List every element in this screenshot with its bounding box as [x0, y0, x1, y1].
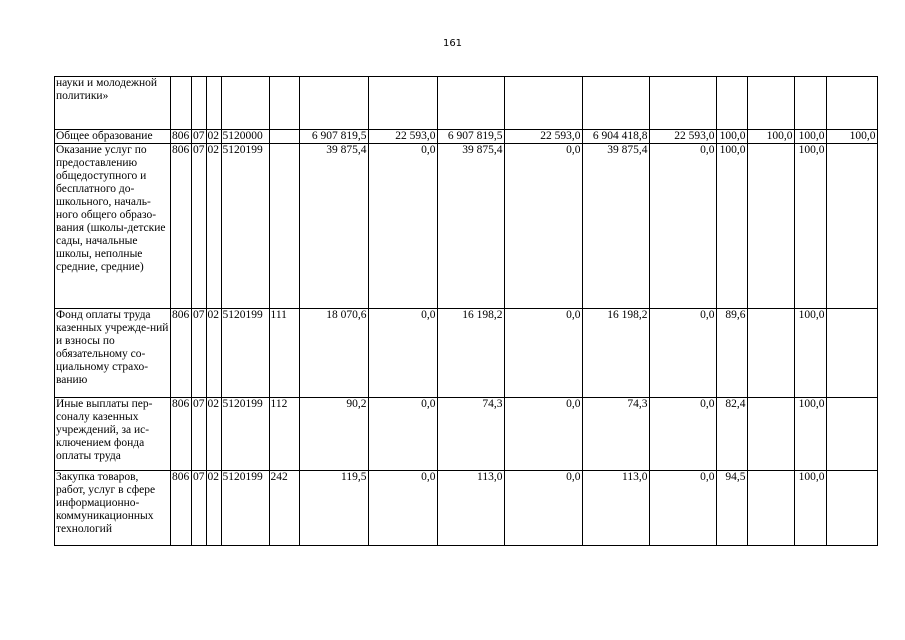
code-ministry	[171, 77, 192, 130]
code-subsection: 02	[206, 309, 221, 398]
value-2: 0,0	[368, 398, 437, 471]
percent-3: 100,0	[794, 130, 826, 144]
code-section: 07	[192, 471, 207, 546]
percent-4	[826, 309, 877, 398]
code-section: 07	[192, 144, 207, 309]
percent-1: 82,4	[716, 398, 747, 471]
code-expense-type: 242	[269, 471, 299, 546]
percent-2	[747, 309, 794, 398]
percent-3: 100,0	[794, 398, 826, 471]
code-expense-type	[269, 77, 299, 130]
code-section: 07	[192, 309, 207, 398]
code-subsection: 02	[206, 144, 221, 309]
percent-3: 100,0	[794, 471, 826, 546]
value-4: 0,0	[504, 471, 582, 546]
percent-3: 100,0	[794, 309, 826, 398]
percent-3: 100,0	[794, 144, 826, 309]
code-target: 5120000	[221, 130, 269, 144]
percent-4	[826, 471, 877, 546]
percent-1: 100,0	[716, 144, 747, 309]
value-5: 74,3	[582, 398, 649, 471]
budget-table	[54, 76, 878, 546]
percent-4	[826, 144, 877, 309]
value-3	[437, 77, 504, 130]
code-target: 5120199	[221, 309, 269, 398]
code-target	[221, 77, 269, 130]
code-expense-type: 111	[269, 309, 299, 398]
code-subsection: 02	[206, 398, 221, 471]
value-5: 6 904 418,8	[582, 130, 649, 144]
value-6: 0,0	[649, 144, 716, 309]
code-expense-type	[269, 144, 299, 309]
percent-3	[794, 77, 826, 130]
table-row	[55, 144, 878, 309]
page-number: 161	[442, 38, 463, 49]
percent-2: 100,0	[747, 130, 794, 144]
value-2	[368, 77, 437, 130]
code-expense-type	[269, 130, 299, 144]
value-1: 6 907 819,5	[299, 130, 368, 144]
code-section: 07	[193, 130, 205, 142]
value-4	[504, 77, 582, 130]
value-6: 0,0	[649, 309, 716, 398]
value-3: 16 198,2	[437, 309, 504, 398]
value-5: 113,0	[582, 471, 649, 546]
code-ministry: 806	[171, 309, 192, 398]
percent-4: 100,0	[826, 130, 877, 144]
row-name: Оказание услуг по предоставлению общедоступного и бесплатного до-школьного, началь-ного общего образо-вания (школы-детские сады, начальные школы, неполные средние, средние)	[55, 144, 171, 309]
table-row	[55, 471, 878, 546]
value-5: 39 875,4	[582, 144, 649, 309]
value-3: 74,3	[437, 398, 504, 471]
percent-2	[747, 471, 794, 546]
value-6: 0,0	[649, 471, 716, 546]
value-1	[299, 77, 368, 130]
value-1: 90,2	[299, 398, 368, 471]
percent-2	[747, 398, 794, 471]
value-4: 0,0	[504, 144, 582, 309]
percent-1	[716, 77, 747, 130]
value-2: 22 593,0	[368, 130, 437, 144]
value-5: 16 198,2	[582, 309, 649, 398]
percent-1: 94,5	[716, 471, 747, 546]
value-1: 18 070,6	[299, 309, 368, 398]
value-1: 119,5	[299, 471, 368, 546]
row-name: Закупка товаров, работ, услуг в сфере информационно-коммуникационных технологий	[55, 471, 171, 546]
code-target: 5120199	[221, 144, 269, 309]
table-row	[55, 77, 878, 130]
value-3: 113,0	[437, 471, 504, 546]
value-6: 0,0	[649, 398, 716, 471]
row-name: науки и молодежной политики»	[55, 77, 171, 130]
percent-4	[826, 398, 877, 471]
code-target: 5120199	[221, 398, 269, 471]
value-2: 0,0	[368, 144, 437, 309]
value-3: 39 875,4	[437, 144, 504, 309]
value-4: 0,0	[504, 309, 582, 398]
value-2: 0,0	[368, 309, 437, 398]
percent-4	[826, 77, 877, 130]
code-expense-type: 112	[269, 398, 299, 471]
table-row	[55, 309, 878, 398]
table-row	[55, 130, 878, 144]
code-subsection	[206, 77, 221, 130]
code-subsection: 02	[207, 130, 219, 142]
code-subsection: 02	[206, 471, 221, 546]
value-2: 0,0	[368, 471, 437, 546]
value-5	[582, 77, 649, 130]
code-ministry: 806	[171, 144, 192, 309]
value-6	[649, 77, 716, 130]
value-1: 39 875,4	[299, 144, 368, 309]
code-section	[192, 77, 207, 130]
value-4: 22 593,0	[504, 130, 582, 144]
code-ministry: 806	[171, 130, 192, 144]
code-target: 5120199	[221, 471, 269, 546]
row-name: Иные выплаты пер-соналу казенных учреждений, за ис-ключением фонда оплаты труда	[55, 398, 171, 471]
value-6: 22 593,0	[649, 130, 716, 144]
percent-2	[747, 77, 794, 130]
code-ministry: 806	[171, 398, 192, 471]
percent-1: 100,0	[716, 130, 747, 144]
row-name: Фонд оплаты труда казенных учрежде-ний и взносы по обязательному со-циальному страхо-ванию	[55, 309, 171, 398]
percent-1: 89,6	[716, 309, 747, 398]
value-4: 0,0	[504, 398, 582, 471]
value-3: 6 907 819,5	[437, 130, 504, 144]
code-section: 07	[192, 398, 207, 471]
code-ministry: 806	[171, 471, 192, 546]
table-row	[55, 398, 878, 471]
percent-2	[747, 144, 794, 309]
row-name: Общее образование	[55, 130, 171, 144]
